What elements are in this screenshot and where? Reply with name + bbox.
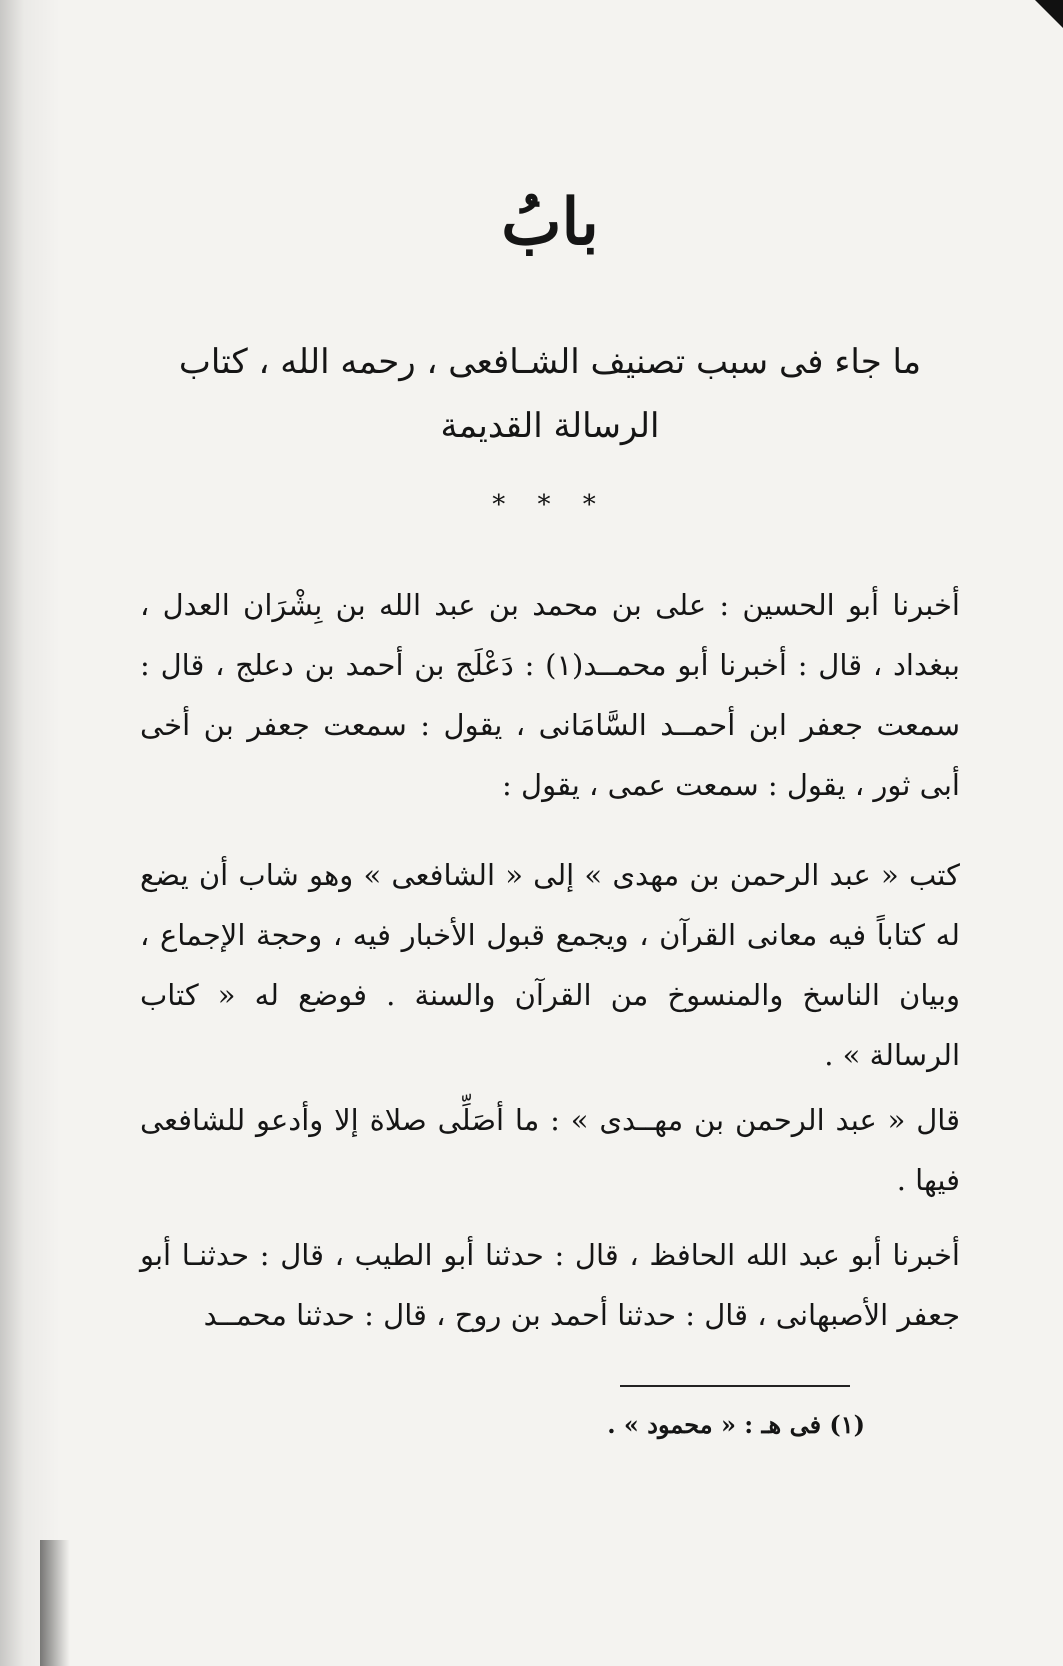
- paragraph-2: كتب « عبد الرحمن بن مهدى » إلى « الشافعى » وهو شاب أن يضع له كتاباً فيه معانى القرآن ، ويجمع قبول الأخبار فيه ، وحجة الإجماع ، وبيان الناسخ والمنسوخ من القرآن والسنة . فوضع له « كتاب الرسالة » .: [140, 858, 960, 1072]
- paragraph-1: أخبرنا أبو الحسين : على بن محمد بن عبد الله بن بِشْرَان العدل ، ببغداد ، قال : أخبرنا أبو محمــد(١) : دَعْلَج بن أحمد بن دعلج ، قال : سمعت جعفر ابن أحمــد السَّامَانى ، يقول : سمعت جعفر بن أخى أبى ثور ، يقول : سمعت عمى ، يقول :: [140, 588, 961, 802]
- page-corner: [1035, 0, 1063, 28]
- section-separator: * * *: [492, 490, 608, 520]
- paragraph-4: أخبرنا أبو عبد الله الحافظ ، قال : حدثنا أبو الطيب ، قال : حدثنـا أبو جعفر الأصبهانى ، قال : حدثنا أحمد بن روح ، قال : حدثنا محمــد: [140, 1238, 960, 1332]
- page-shadow: [0, 0, 60, 1666]
- subtitle-line-2: الرسالة القديمة: [440, 406, 660, 446]
- footnote: (١) فى هـ : « محمود » .: [607, 1410, 865, 1439]
- paragraph-3: قال « عبد الرحمن بن مهــدى » : ما أصَلِّى صلاة إلا وأدعو للشافعى فيها .: [140, 1103, 960, 1197]
- chapter-subtitle: [140, 330, 960, 458]
- subtitle-line-1: ما جاء فى سبب تصنيف الشـافعى ، رحمه الله ، كتاب: [178, 342, 922, 382]
- chapter-heading: بابُ: [501, 185, 599, 260]
- footnote-divider: [620, 1385, 850, 1387]
- page-spine-shadow: [40, 1540, 70, 1666]
